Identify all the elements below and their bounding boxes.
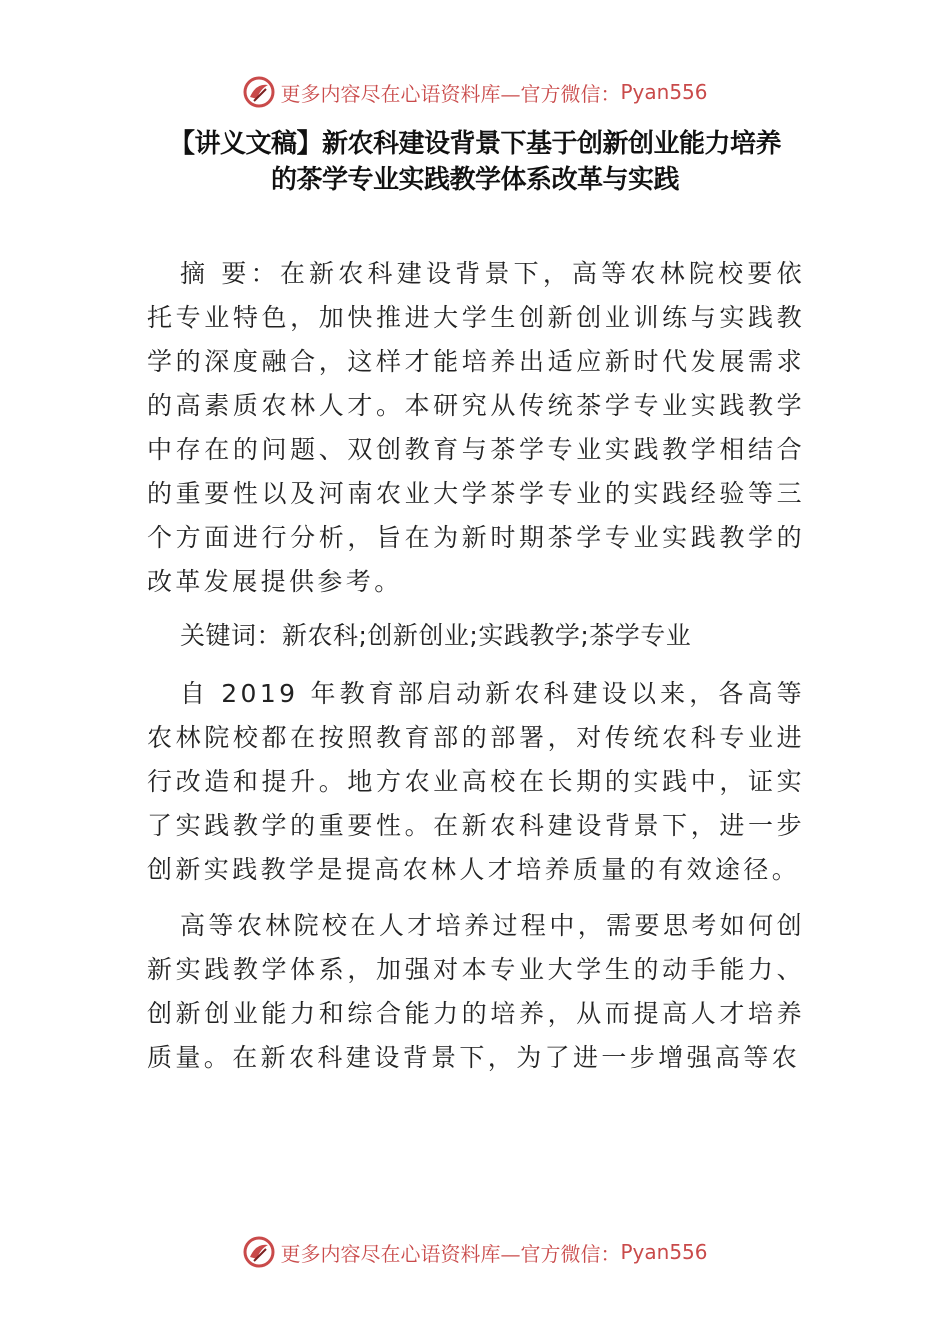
body-paragraph-1: 自 2019 年教育部启动新农科建设以来，各高等农林院校都在按照教育部的部署，对传统农科专业进行改造和提升。地方农业高校在长期的实践中，证实了实践教学的重要性。在新农科建设背景下，进一步创新实践教学是提高农林人才培养质量的有效途径。 [147, 679, 805, 884]
title-line-1: 【讲义文稿】新农科建设背景下基于创新创业能力培养 [168, 129, 781, 159]
abstract-paragraph: 摘 要：在新农科建设背景下，高等农林院校要依托专业特色，加快推进大学生创新创业训练与实践教学的深度融合，这样才能培养出适应新时代发展需求的高素质农林人才。本研究从传统茶学专业实践教学中存在的问题、双创教育与茶学专业实践教学相结合的重要性以及河南农业大学茶学专业的实践经验等三个方面进行分析，旨在为新时期茶学专业实践教学的改革发展提供参考。 [147, 259, 805, 596]
footer-banner-text: 更多内容尽在心语资料库—官方微信： [280, 1241, 621, 1266]
footer-banner-handle: Pyan556 [620, 1240, 708, 1264]
document-body [147, 252, 805, 1080]
logo-icon [242, 75, 276, 109]
header-banner-handle: Pyan556 [620, 80, 708, 104]
header-banner-text: 更多内容尽在心语资料库—官方微信： [280, 81, 621, 106]
title-line-2: 的茶学专业实践教学体系改革与实践 [270, 165, 679, 195]
keywords-paragraph: 关键词：新农科;创新创业;实践教学;茶学专业 [180, 621, 692, 650]
footer-banner [0, 1232, 950, 1272]
logo-icon [242, 1235, 276, 1269]
header-banner [0, 72, 950, 112]
document-title [100, 126, 850, 198]
body-paragraph-2: 高等农林院校在人才培养过程中，需要思考如何创新实践教学体系，加强对本专业大学生的动手能力、创新创业能力和综合能力的培养，从而提高人才培养质量。在新农科建设背景下，为了进一步增强高等农 [147, 911, 805, 1072]
